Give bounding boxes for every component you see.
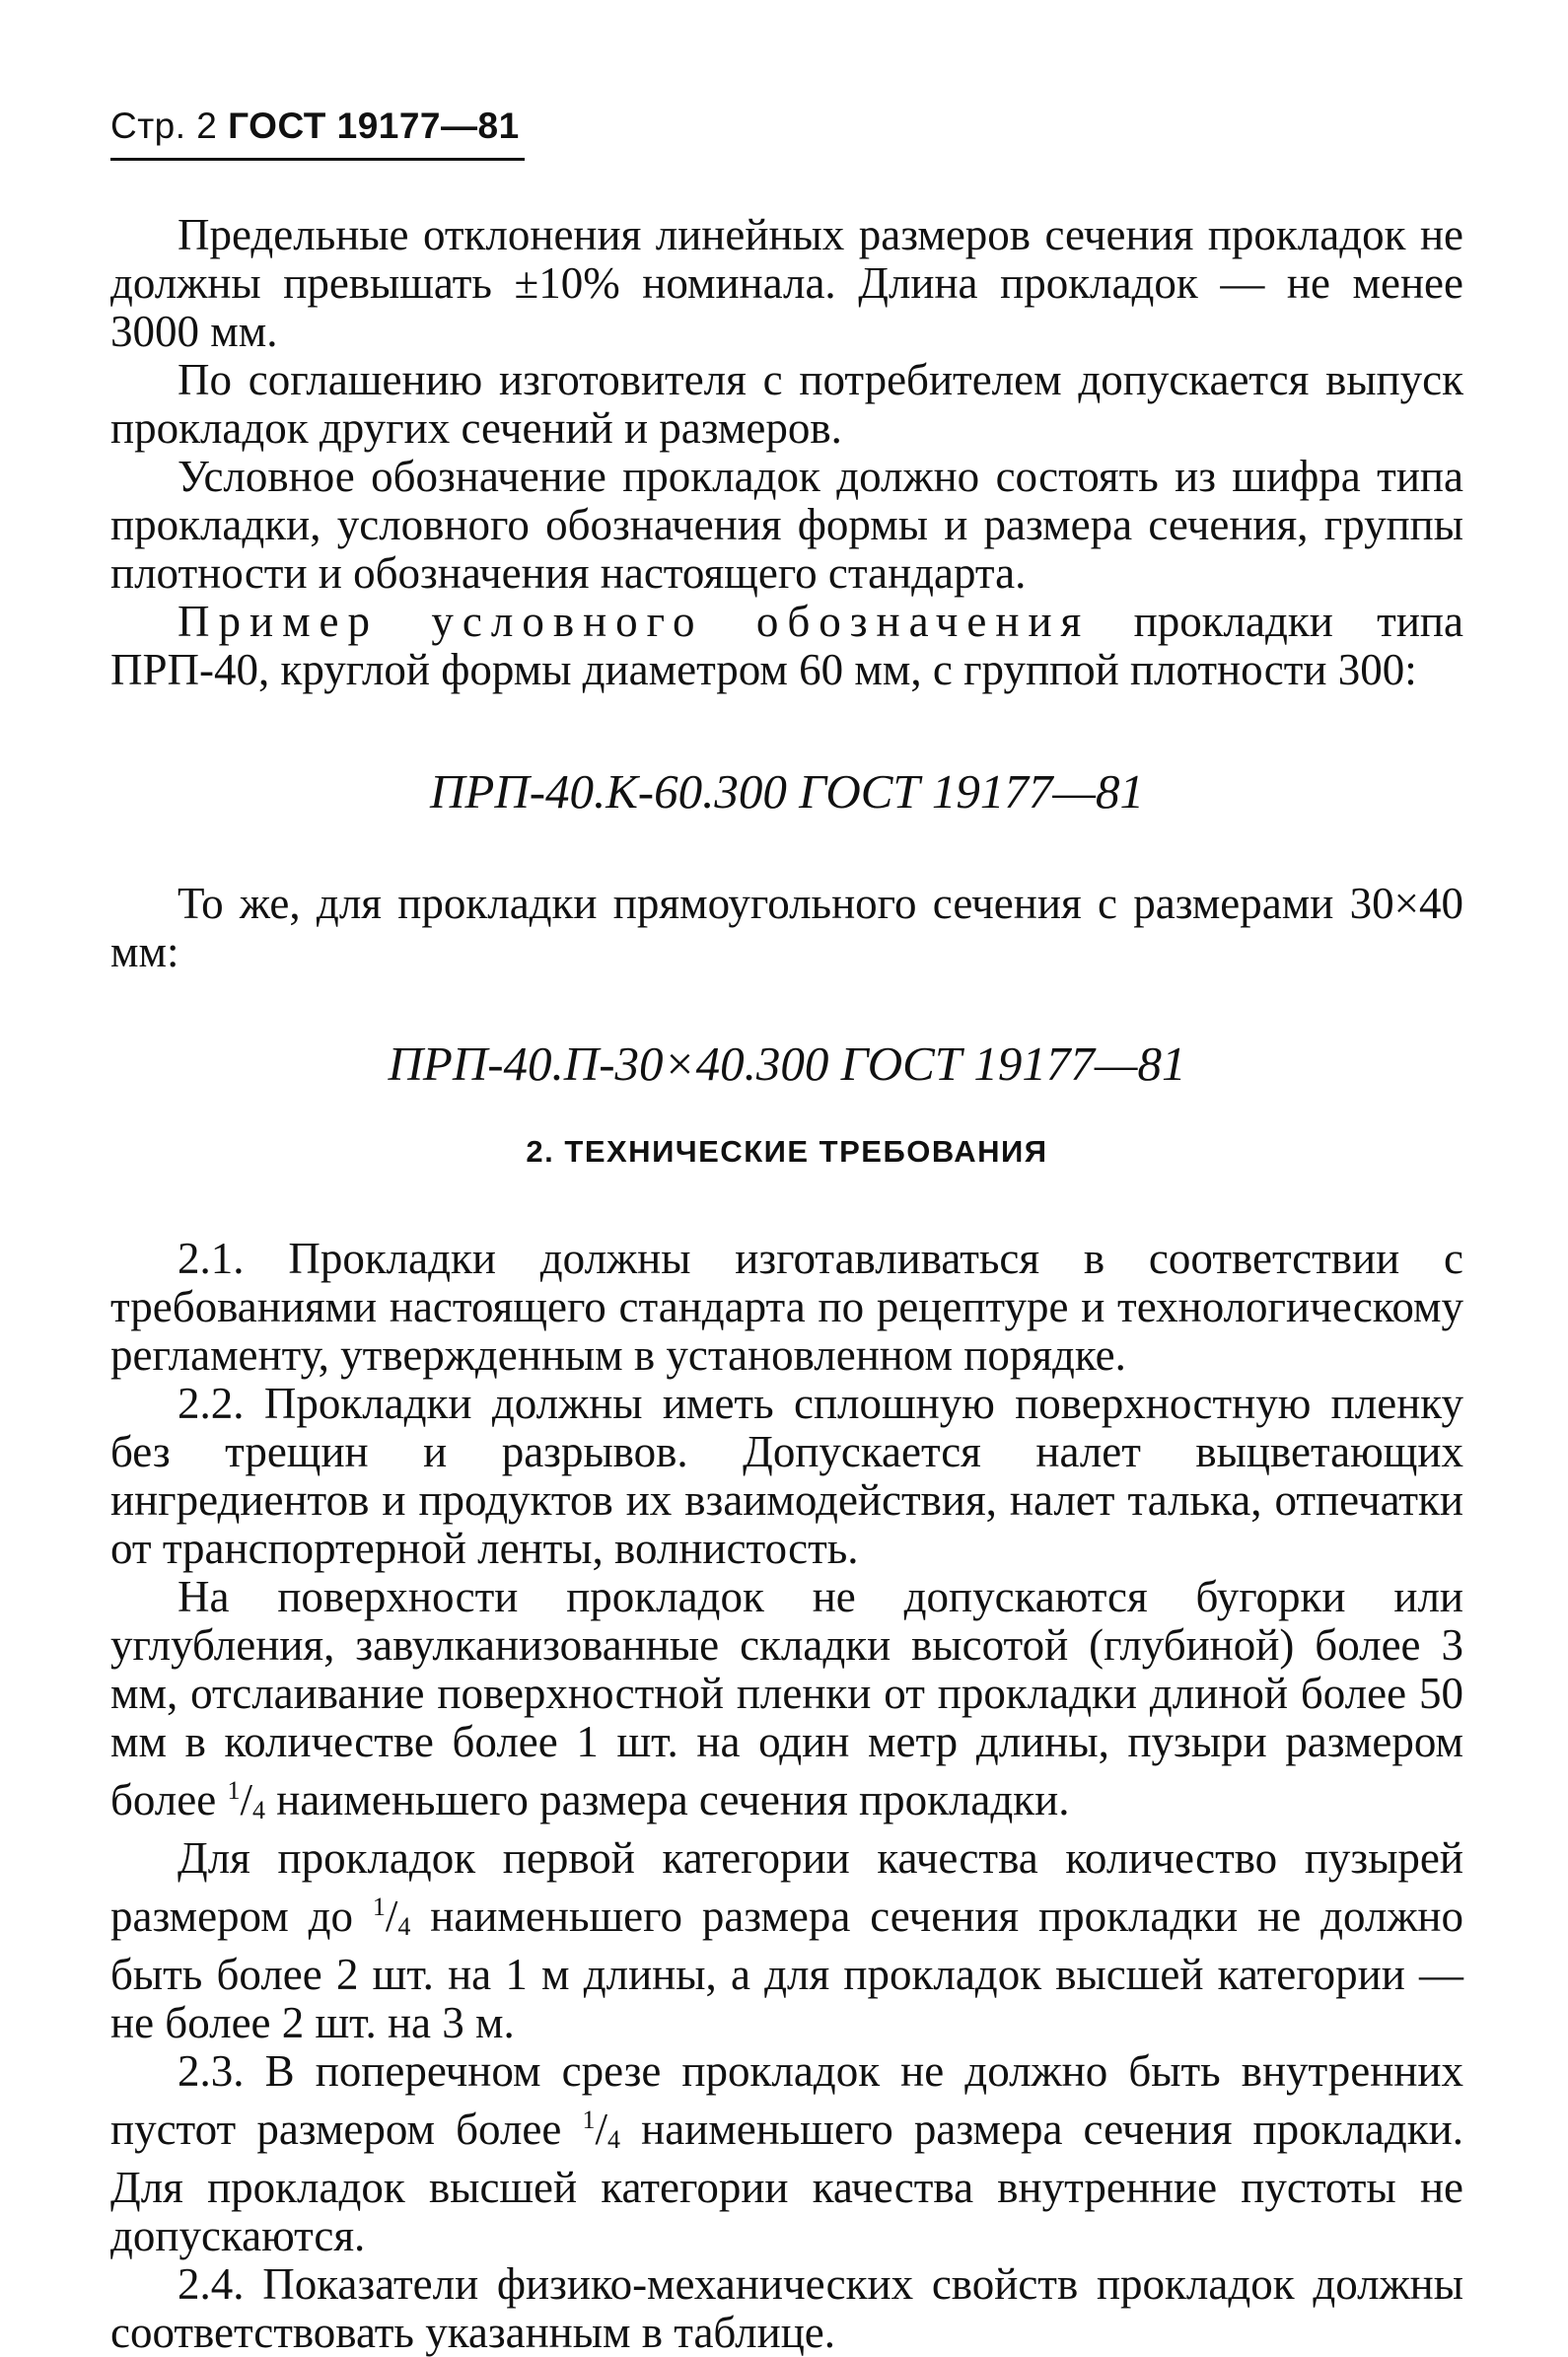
intro-block [110,211,1463,1093]
requirements-block [110,1235,1463,2357]
example-rest: прокладки типа ПРП-40, круглой формы диаметром 60 мм, с группой плотности 300: [110,597,1463,694]
section-title: 2. ТЕХНИЧЕСКИЕ ТРЕБОВАНИЯ [526,1134,1048,1169]
paragraph-first-category: Для прокладок первой категории качества количество пузырей размером до $^1/_4$ наименьшего размера сечения прокладки не должно быть более 2 шт. на 1 м длины, а для прокладок высшей категории — не более 2 шт. на 3 м. [110,1833,1463,2047]
page-header [110,105,525,161]
designation-example-rectangular: ПРП-40.П-30×40.300 ГОСТ 19177—81 [388,1036,1186,1091]
fraction-numerator: 1 [227,1776,241,1805]
paragraph-example [110,598,1463,694]
fraction-denominator: 4 [251,1796,265,1824]
clause-2-4: 2.4. Показатели физико-механических свойств прокладок должны соответствовать указанным в таблице. [110,2259,1463,2357]
clause-2-1: 2.1. Прокладки должны изготавливаться в соответствии с требованиями настоящего стандарта по рецептуре и технологическому регламенту, утвержденным в установленном порядке. [110,1234,1463,1380]
paragraph-agreement: По соглашению изготовителя с потребителем допускается выпуск прокладок других сечений и размеров. [110,355,1463,453]
fraction-denominator: 4 [397,1912,411,1941]
paragraph-designation: Условное обозначение прокладок должно состоять из шифра типа прокладки, условного обозначения формы и размера сечения, группы плотности и обозначения настоящего стандарта. [110,452,1463,598]
clause-2-3: 2.3. В поперечном срезе прокладок не должно быть внутренних пустот размером более $^1/_4$ наименьшего размера сечения прокладки. Для прокладок высшей категории качества внутренние пустоты не допускаются. [110,2046,1463,2260]
fraction-numerator: 1 [372,1893,386,1921]
standard-number: ГОСТ 19177—81 [228,106,520,146]
page-number: Стр. 2 [110,106,218,146]
designation-example-round: ПРП-40.К-60.300 ГОСТ 19177—81 [430,764,1144,819]
example-lead: Пример условного обозначения [178,597,1091,646]
paragraph-surface-defects: На поверхности прокладок не допускаются бугорки или углубления, завулканизованные складки высотой (глубиной) более 3 мм, отслаивание поверхностной пленки от прокладки длиной более 50 мм в количестве более 1 шт. на один метр длины, пузыри размером более $^1/_4$ наименьшего размера сечения прокладки. [110,1572,1463,1824]
fraction-denominator: 4 [606,2125,620,2154]
paragraph-tolerances: Предельные отклонения линейных размеров сечения прокладок не должны превышать ±10% номинала. Длина прокладок — не менее 3000 мм. [110,210,1463,356]
clause-2-2: 2.2. Прокладки должны иметь сплошную поверхностную пленку без трещин и разрывов. Допускается налет выцветающих ингредиентов и продуктов их взаимодействия, налет талька, отпечатки от транспортерной ленты, волнистость. [110,1379,1463,1573]
fraction-numerator: 1 [582,2106,596,2134]
paragraph-rectangular: То же, для прокладки прямоугольного сечения с размерами 30×40 мм: [110,879,1463,976]
